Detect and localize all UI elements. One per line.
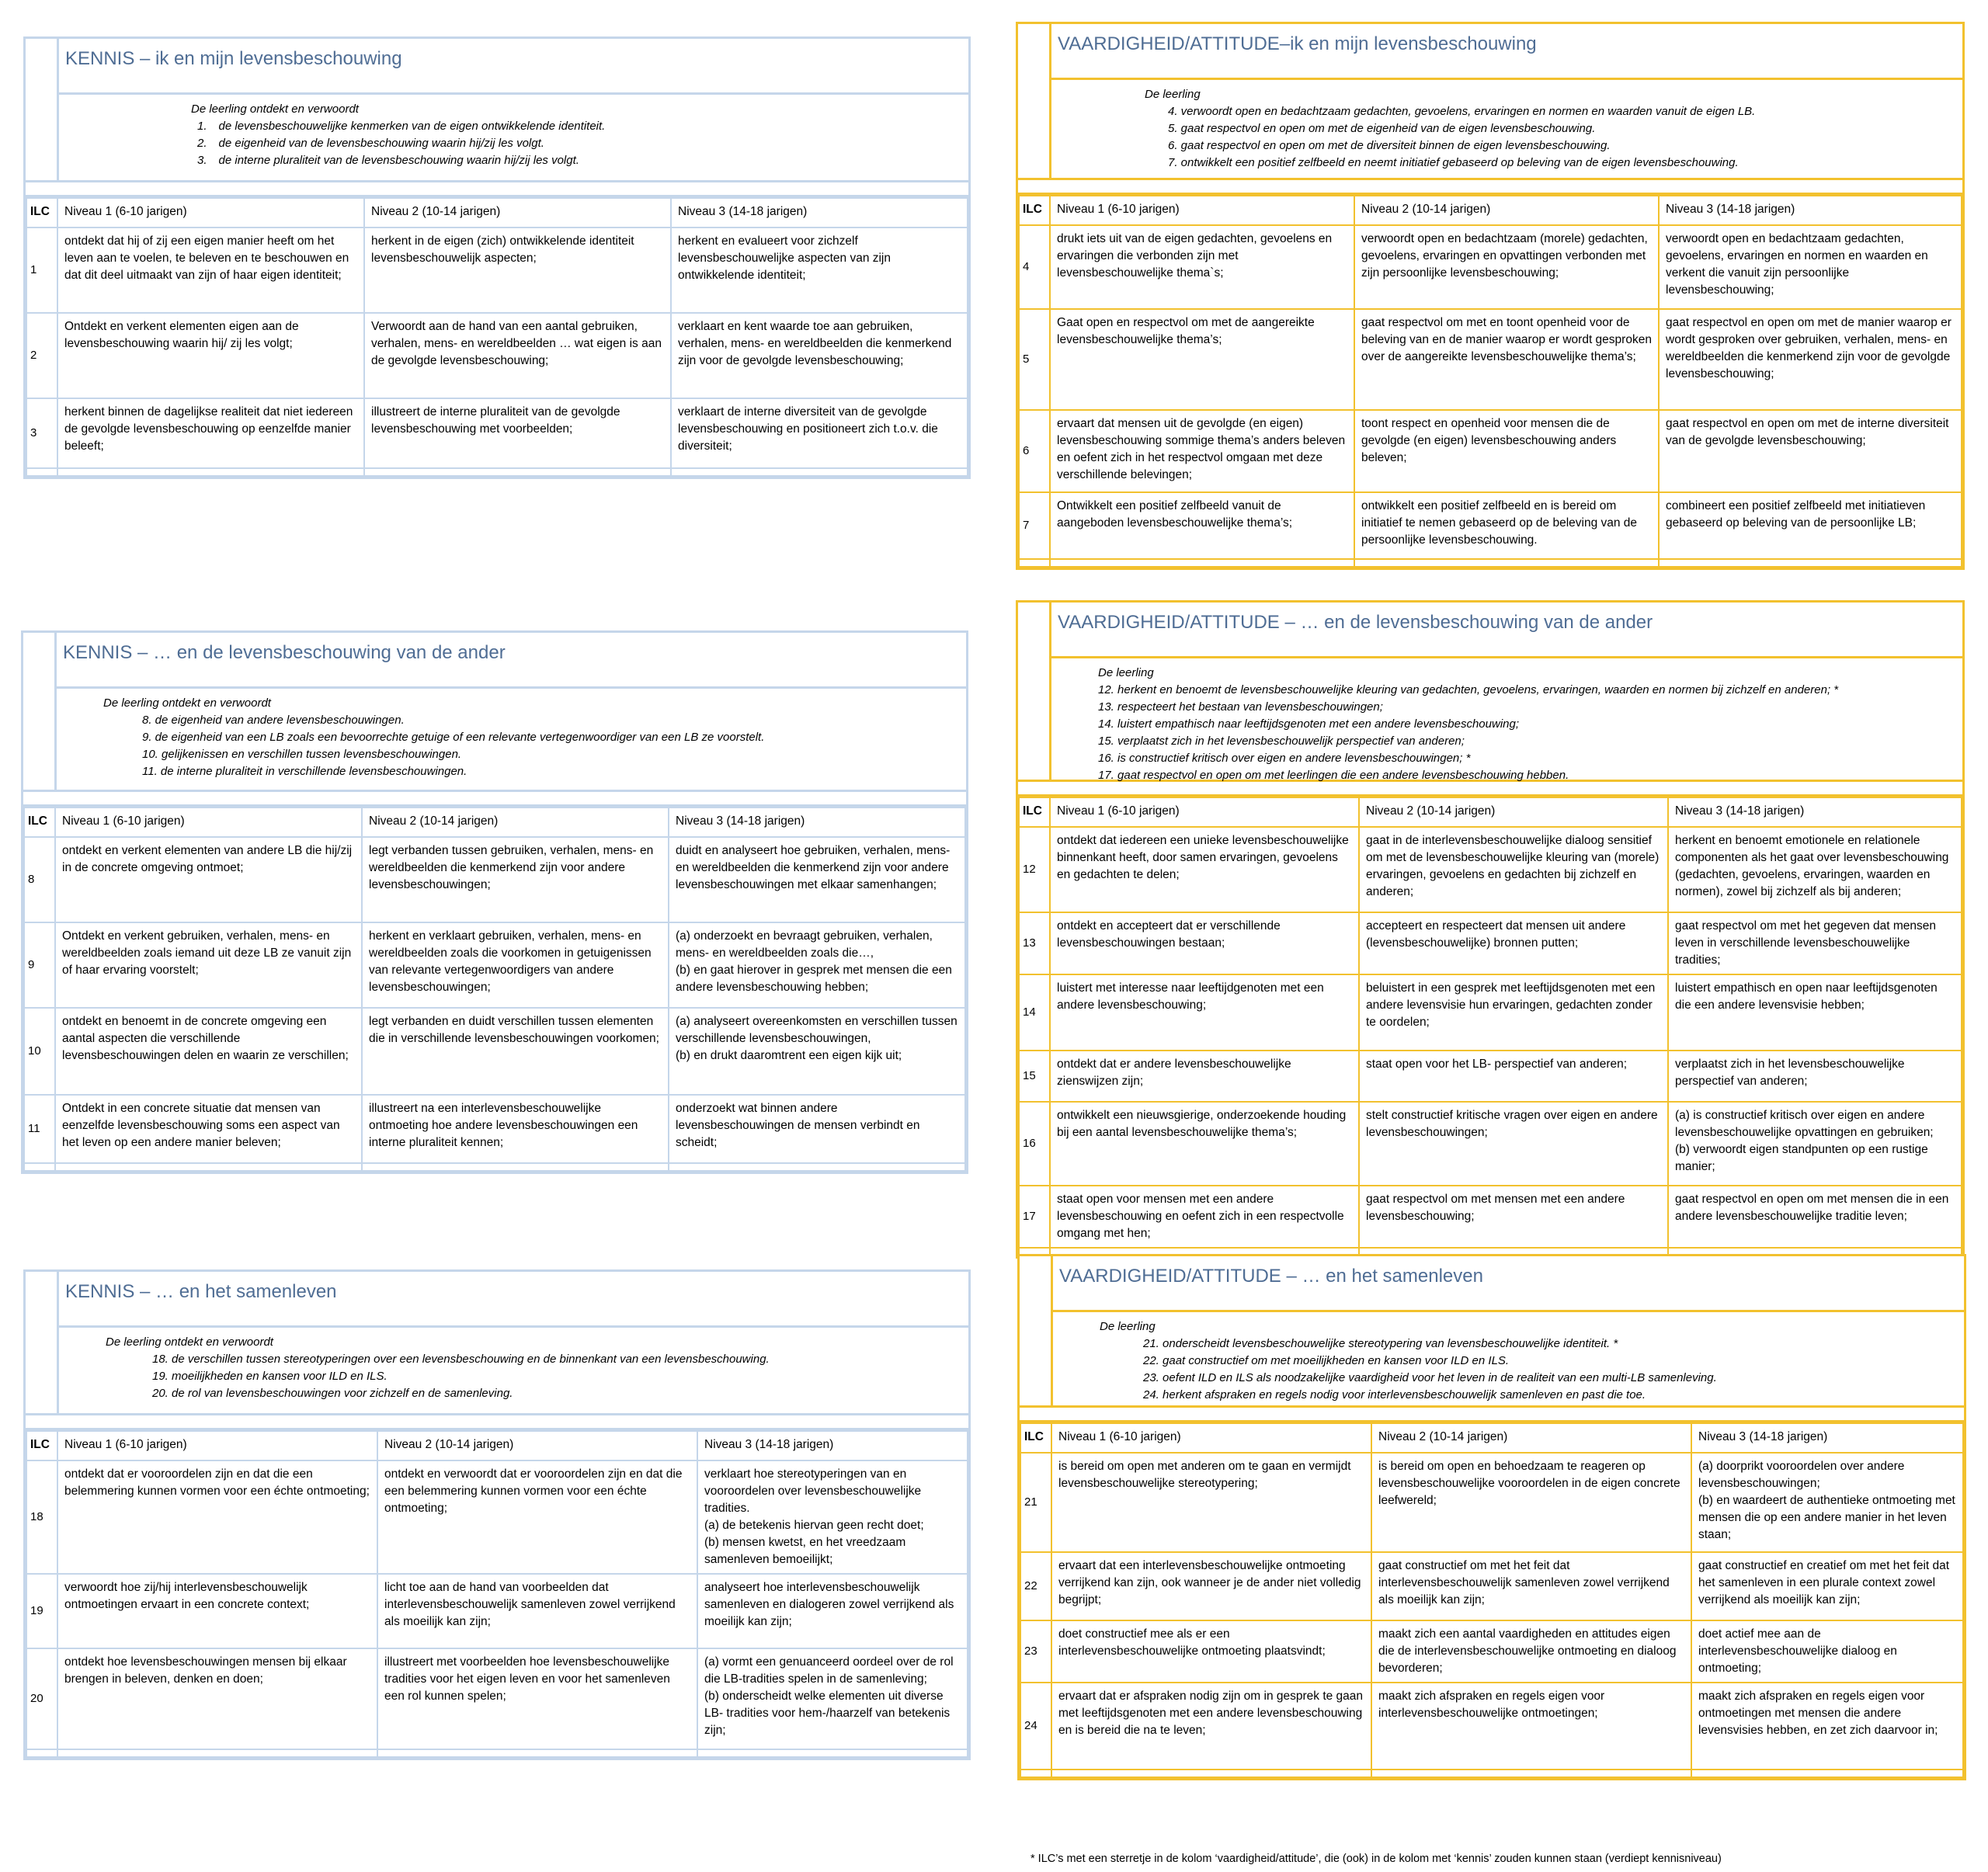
cell-n3: doet actief mee aan de interlevensbeschouwelijke dialoog en ontmoeting;	[1691, 1620, 1963, 1683]
cell-n3: (a) is constructief kritisch over eigen en andere levensbeschouwelijke opvattingen en gebruiken; (b) verwoordt eigen standpunten op een rustige manier;	[1668, 1102, 1962, 1186]
table-row	[1019, 225, 1962, 309]
table-row	[1020, 1620, 1963, 1683]
cell-n1: ontdekt dat er andere levensbeschouwelijke zienswijzen zijn;	[1050, 1051, 1359, 1102]
cell-n1: ontwikkelt een nieuwsgierige, onderzoekende houding bij een aantal levensbeschouwelijke thema’s;	[1050, 1102, 1359, 1186]
table-row	[26, 398, 968, 468]
panel-intro	[57, 689, 966, 790]
intro-item: 23. oefent ILD en ILS als noodzakelijke vaardigheid voor het leven in de realiteit van een multi-LB samenleving.	[1143, 1371, 1717, 1384]
cell-n3: gaat respectvol en open om met de manier waarop er wordt gesproken over gebruiken, verhalen, mens- en wereldbeelden die kenmerkend zijn voor de gevolgde levensbeschouwing;	[1659, 309, 1962, 410]
col-header-niveau-2: Niveau 2 (10-14 jarigen)	[377, 1431, 697, 1460]
panel-intro	[1053, 1312, 1964, 1405]
intro-item: 21. onderscheidt levensbeschouwelijke stereotypering van levensbeschouwelijke identiteit. *	[1143, 1337, 1618, 1350]
intro-items	[1100, 1335, 1958, 1404]
cell-n2: stelt constructief kritische vragen over eigen en andere levensbeschouwingen;	[1359, 1102, 1668, 1186]
col-header-niveau-3: Niveau 3 (14-18 jarigen)	[669, 807, 965, 837]
cell-n2: verwoordt open en bedachtzaam (morele) gedachten, gevoelens, ervaringen en opvattingen verbonden met zijn persoonlijke levensbeschouwing;	[1354, 225, 1659, 309]
table-end-row	[1019, 559, 1962, 567]
col-header-niveau-1: Niveau 1 (6-10 jarigen)	[57, 198, 364, 227]
cell-n2: gaat constructief om met het feit dat interlevensbeschouwelijk samenleven zowel verrijkend als moeilijk kan zijn;	[1371, 1552, 1691, 1620]
table-row	[24, 837, 965, 922]
cell-n1: ontdekt en benoemt in de concrete omgeving een aantal aspecten die verschillende levensbeschouwingen delen en waarin ze verschillen;	[55, 1008, 362, 1095]
panel-vaardigheid-ik	[1016, 22, 1965, 570]
intro-item: 16. is constructief kritisch over eigen en andere levensbeschouwingen; *	[1098, 752, 1471, 765]
ilc-number: 7	[1019, 492, 1050, 559]
ilc-number: 10	[24, 1008, 55, 1095]
ilc-table	[23, 807, 966, 1172]
cell-n3: (a) vormt een genuanceerd oordeel over de rol die LB-tradities spelen in de samenleving; (b) onderscheidt welke elementen uit diverse LB- tradities voor hem-/haarzelf van betekenis zijn;	[697, 1648, 968, 1749]
table-row	[26, 227, 968, 313]
cell-n1: herkent binnen de dagelijkse realiteit dat niet iedereen de gevolgde levensbeschouwing op eenzelfde manier beleeft;	[57, 398, 364, 468]
cell-n2: staat open voor het LB- perspectief van anderen;	[1359, 1051, 1668, 1102]
ilc-table	[26, 1430, 968, 1758]
cell-n2: legt verbanden tussen gebruiken, verhalen, mens- en wereldbeelden die kenmerkend zijn voor andere levensbeschouwingen;	[362, 837, 669, 922]
table-row	[1019, 827, 1962, 912]
intro-item: 24. herkent afspraken en regels nodig voor interlevensbeschouwelijk samenleven en past die toe.	[1143, 1388, 1646, 1401]
col-header-niveau-1: Niveau 1 (6-10 jarigen)	[1050, 196, 1354, 225]
ilc-number: 5	[1019, 309, 1050, 410]
cell-n1: is bereid om open met anderen om te gaan en vermijdt levensbeschouwelijke stereotypering;	[1051, 1453, 1371, 1552]
cell-n2: maakt zich een aantal vaardigheden en attitudes eigen die de interlevensbeschouwelijke ontmoeting en dialoog bevorderen;	[1371, 1620, 1691, 1683]
col-header-niveau-1: Niveau 1 (6-10 jarigen)	[1050, 797, 1359, 827]
table-row	[1020, 1683, 1963, 1770]
col-header-niveau-3: Niveau 3 (14-18 jarigen)	[1668, 797, 1962, 827]
cell-n2: illustreert de interne pluraliteit van de gevolgde levensbeschouwing met voorbeelden;	[364, 398, 671, 468]
cell-n2: herkent en verklaart gebruiken, verhalen, mens- en wereldbeelden zoals die voorkomen in getuigenissen van relevante vertegenwoordigers van andere levensbeschouwingen;	[362, 922, 669, 1008]
cell-n3: verwoordt open en bedachtzaam gedachten, gevoelens, ervaringen en normen en waarden en verkent die vanuit zijn persoonlijke levensbeschouwing;	[1659, 225, 1962, 309]
cell-n1: ontdekt hoe levensbeschouwingen mensen bij elkaar brengen in beleven, denken en doen;	[57, 1648, 377, 1749]
intro-item: 8. de eigenheid van andere levensbeschouwingen.	[142, 714, 405, 727]
table-end-row	[1020, 1770, 1963, 1777]
panel-intro	[1051, 658, 1962, 780]
cell-n3: maakt zich afspraken en regels eigen voor ontmoetingen met mensen die andere levensvisies hebben, en zet zich daarvoor in;	[1691, 1683, 1963, 1770]
cell-n1: Ontdekt in een concrete situatie dat mensen van eenzelfde levensbeschouwing soms een aspect van het leven op een andere manier beleven;	[55, 1095, 362, 1163]
table-row	[24, 1095, 965, 1163]
ilc-number: 6	[1019, 410, 1050, 492]
cell-n2: ontwikkelt een positief zelfbeeld en is bereid om initiatief te nemen gebaseerd op de beleving van de persoonlijke levensbeschouwing.	[1354, 492, 1659, 559]
cell-n3: combineert een positief zelfbeeld met initiatieven gebaseerd op beleving van de persoonlijke LB;	[1659, 492, 1962, 559]
table-row	[1019, 1186, 1962, 1248]
ilc-number: 14	[1019, 974, 1050, 1051]
intro-item: 2. de eigenheid van de levensbeschouwing waarin hij/zij les volgt.	[197, 137, 544, 150]
ilc-number: 15	[1019, 1051, 1050, 1102]
cell-n2: beluistert in een gesprek met leeftijdsgenoten met een andere levensvisie hun ervaringen, gedachten zonder te oordelen;	[1359, 974, 1668, 1051]
cell-n3: herkent en evalueert voor zichzelf levensbeschouwelijke aspecten van zijn ontwikkelende identiteit;	[671, 227, 968, 313]
col-header-niveau-2: Niveau 2 (10-14 jarigen)	[1371, 1423, 1691, 1453]
col-header-ilc: ILC	[1019, 196, 1050, 225]
panel-intro	[1051, 80, 1962, 178]
cell-n3: duidt en analyseert hoe gebruiken, verhalen, mens- en wereldbeelden die kenmerkend zijn voor andere levensbeschouwingen met elkaar samenhangen;	[669, 837, 965, 922]
cell-n1: luistert met interesse naar leeftijdgenoten met een andere levensbeschouwing;	[1050, 974, 1359, 1051]
cell-n3: verklaart en kent waarde toe aan gebruiken, verhalen, mens- en wereldbeelden die kenmerkend zijn voor de gevolgde levensbeschouwing;	[671, 313, 968, 398]
panel-title: KENNIS – ik en mijn levensbeschouwing	[59, 39, 968, 95]
cell-n1: ervaart dat mensen uit de gevolgde (en eigen) levensbeschouwing sommige thema’s anders beleven en oefent zich in het respectvol omgaan met deze verschillende belevingen;	[1050, 410, 1354, 492]
col-header-ilc: ILC	[26, 1431, 57, 1460]
panel-kennis-ik	[23, 36, 971, 479]
ilc-number: 20	[26, 1648, 57, 1749]
cell-n1: ervaart dat een interlevensbeschouwelijke ontmoeting verrijkend kan zijn, ook wanneer je de ander niet volledig begrijpt;	[1051, 1552, 1371, 1620]
table-end-row	[26, 1749, 968, 1757]
intro-items	[1145, 103, 1956, 172]
intro-item: 20. de rol van levensbeschouwingen voor zichzelf en de samenleving.	[152, 1387, 513, 1400]
intro-item: 19. moeilijkheden en kansen voor ILD en ILS.	[152, 1370, 388, 1383]
table-row	[24, 1008, 965, 1095]
cell-n2: toont respect en openheid voor mensen die de gevolgde (en eigen) levensbeschouwing anders beleven;	[1354, 410, 1659, 492]
panel-intro	[59, 95, 968, 180]
col-header-niveau-1: Niveau 1 (6-10 jarigen)	[1051, 1423, 1371, 1453]
ilc-number: 23	[1020, 1620, 1051, 1683]
cell-n2: Verwoordt aan de hand van een aantal gebruiken, verhalen, mens- en wereldbeelden … wat eigen is aan de gevolgde levensbeschouwing;	[364, 313, 671, 398]
cell-n2: gaat respectvol om met mensen met een andere levensbeschouwing;	[1359, 1186, 1668, 1248]
cell-n1: ontdekt dat hij of zij een eigen manier heeft om het leven aan te voelen, te beleven en te beschouwen en dat dit deel uitmaakt van zijn of haar eigen identiteit;	[57, 227, 364, 313]
cell-n3: verklaart de interne diversiteit van de gevolgde levensbeschouwing en positioneert zich t.o.v. die diversiteit;	[671, 398, 968, 468]
panel-vaardigheid-ander	[1016, 600, 1965, 1259]
cell-n1: verwoordt hoe zij/hij interlevensbeschouwelijk ontmoetingen ervaart in een concrete context;	[57, 1574, 377, 1648]
col-header-niveau-2: Niveau 2 (10-14 jarigen)	[1359, 797, 1668, 827]
table-row	[26, 1574, 968, 1648]
panel-title: VAARDIGHEID/ATTITUDE – … en het samenleven	[1053, 1256, 1964, 1312]
intro-item: 13. respecteert het bestaan van levensbeschouwingen;	[1098, 700, 1383, 714]
cell-n2: maakt zich afspraken en regels eigen voor interlevensbeschouwelijke ontmoetingen;	[1371, 1683, 1691, 1770]
cell-n3: gaat respectvol en open om met mensen die in een andere levensbeschouwelijke traditie leven;	[1668, 1186, 1962, 1248]
cell-n3: (a) analyseert overeenkomsten en verschillen tussen verschillende levensbeschouwingen, (b) en drukt daaromtrent een eigen kijk uit;	[669, 1008, 965, 1095]
cell-n3: onderzoekt wat binnen andere levensbeschouwingen de mensen verbindt en scheidt;	[669, 1095, 965, 1163]
ilc-number: 18	[26, 1460, 57, 1574]
intro-item: 6. gaat respectvol en open om met de diversiteit binnen de eigen levensbeschouwing.	[1168, 139, 1611, 152]
panel-title: KENNIS – … en het samenleven	[59, 1272, 968, 1328]
table-row	[1020, 1552, 1963, 1620]
intro-lead: De leerling	[1100, 1320, 1156, 1333]
ilc-table	[1020, 1422, 1964, 1778]
ilc-number: 12	[1019, 827, 1050, 912]
intro-item: 3. de interne pluraliteit van de levensbeschouwing waarin hij/zij les volgt.	[197, 154, 579, 167]
cell-n3: gaat respectvol om met het gegeven dat mensen leven in verschillende levensbeschouwelijke tradities;	[1668, 912, 1962, 974]
table-row	[24, 922, 965, 1008]
col-header-niveau-3: Niveau 3 (14-18 jarigen)	[697, 1431, 968, 1460]
intro-item: 18. de verschillen tussen stereotyperingen over een levensbeschouwing en de binnenkant van een levensbeschouwing.	[152, 1353, 770, 1366]
cell-n2: licht toe aan de hand van voorbeelden dat interlevensbeschouwelijk samenleven zowel verrijkend als moeilijk kan zijn;	[377, 1574, 697, 1648]
ilc-number: 24	[1020, 1683, 1051, 1770]
intro-item: 10. gelijkenissen en verschillen tussen levensbeschouwingen.	[142, 748, 462, 761]
intro-lead: De leerling ontdekt en verwoordt	[191, 102, 359, 116]
table-row	[1019, 309, 1962, 410]
intro-items	[103, 712, 960, 780]
ilc-number: 8	[24, 837, 55, 922]
cell-n1: ontdekt dat er vooroordelen zijn en dat die een belemmering kunnen vormen voor een échte ontmoeting;	[57, 1460, 377, 1574]
ilc-number: 9	[24, 922, 55, 1008]
col-header-ilc: ILC	[24, 807, 55, 837]
table-row	[26, 1460, 968, 1574]
cell-n2: gaat in de interlevensbeschouwelijke dialoog sensitief om met de levensbeschouwelijke kleuring van (morele) ervaringen, gevoelens en gedachten bij zichzelf en anderen;	[1359, 827, 1668, 912]
intro-items	[106, 1351, 962, 1402]
ilc-number: 1	[26, 227, 57, 313]
intro-lead: De leerling ontdekt en verwoordt	[103, 696, 271, 710]
col-header-niveau-2: Niveau 2 (10-14 jarigen)	[364, 198, 671, 227]
col-header-niveau-1: Niveau 1 (6-10 jarigen)	[57, 1431, 377, 1460]
cell-n3: herkent en benoemt emotionele en relationele componenten als het gaat over levensbeschouwing (gedachten, gevoelens, ervaringen, waarden en normen), zowel bij zichzelf als bij anderen;	[1668, 827, 1962, 912]
table-row	[26, 313, 968, 398]
cell-n2: herkent in de eigen (zich) ontwikkelende identiteit levensbeschouwelijk aspecten;	[364, 227, 671, 313]
table-end-row	[24, 1163, 965, 1171]
panel-kennis-samenleven	[23, 1269, 971, 1760]
table-row	[1019, 410, 1962, 492]
col-header-niveau-1: Niveau 1 (6-10 jarigen)	[55, 807, 362, 837]
col-header-niveau-2: Niveau 2 (10-14 jarigen)	[362, 807, 669, 837]
col-header-ilc: ILC	[1019, 797, 1050, 827]
cell-n1: ontdekt dat iedereen een unieke levensbeschouwelijke binnenkant heeft, door samen ervaringen, gevoelens en gedachten te delen;	[1050, 827, 1359, 912]
intro-lead: De leerling ontdekt en verwoordt	[106, 1335, 273, 1349]
col-header-ilc: ILC	[1020, 1423, 1051, 1453]
panel-title: KENNIS – … en de levensbeschouwing van de ander	[57, 633, 966, 689]
intro-item: 1. de levensbeschouwelijke kenmerken van de eigen ontwikkelende identiteit.	[197, 120, 606, 133]
panel-vaardigheid-samenleven	[1017, 1254, 1966, 1780]
footnote: * ILC’s met een sterretje in de kolom ‘vaardigheid/attitude’, die (ook) in de kolom met ‘kennis’ zouden kunnen staan (verdiept kennisniveau)	[1030, 1853, 1722, 1865]
ilc-table	[26, 197, 968, 477]
cell-n1: Ontdekt en verkent elementen eigen aan de levensbeschouwing waarin hij/ zij les volgt;	[57, 313, 364, 398]
cell-n3: gaat constructief en creatief om met het feit dat het samenleven in een plurale context zowel verrijkend als moeilijk kan zijn;	[1691, 1552, 1963, 1620]
cell-n2: legt verbanden en duidt verschillen tussen elementen die in verschillende levensbeschouwingen voorkomen;	[362, 1008, 669, 1095]
ilc-table	[1018, 195, 1962, 568]
cell-n2: accepteert en respecteert dat mensen uit andere (levensbeschouwelijke) bronnen putten;	[1359, 912, 1668, 974]
intro-item: 15. verplaatst zich in het levensbeschouwelijk perspectief van anderen;	[1098, 735, 1465, 748]
intro-items	[191, 118, 962, 169]
cell-n2: illustreert met voorbeelden hoe levensbeschouwelijke tradities voor het eigen leven en voor het samenleven een rol kunnen spelen;	[377, 1648, 697, 1749]
cell-n1: Ontdekt en verkent gebruiken, verhalen, mens- en wereldbeelden zoals iemand uit deze LB ze vanuit zijn of haar ervaring voorstelt;	[55, 922, 362, 1008]
cell-n1: Ontwikkelt een positief zelfbeeld vanuit de aangeboden levensbeschouwelijke thema’s;	[1050, 492, 1354, 559]
intro-lead: De leerling	[1098, 666, 1154, 679]
intro-item: 4. verwoordt open en bedachtzaam gedachten, gevoelens, ervaringen en normen en waarden vanuit de eigen LB.	[1168, 105, 1756, 118]
col-header-ilc: ILC	[26, 198, 57, 227]
cell-n2: ontdekt en verwoordt dat er vooroordelen zijn en dat die een belemmering kunnen vormen voor een échte ontmoeting;	[377, 1460, 697, 1574]
cell-n3: luistert empathisch en open naar leeftijdsgenoten die een andere levensvisie hebben;	[1668, 974, 1962, 1051]
cell-n1: ontdekt en accepteert dat er verschillende levensbeschouwingen bestaan;	[1050, 912, 1359, 974]
table-row	[1019, 1102, 1962, 1186]
table-row	[1019, 912, 1962, 974]
col-header-niveau-2: Niveau 2 (10-14 jarigen)	[1354, 196, 1659, 225]
cell-n1: ervaart dat er afspraken nodig zijn om in gesprek te gaan met leeftijdsgenoten met een andere levensbeschouwing en is bereid die na te leven;	[1051, 1683, 1371, 1770]
panel-intro	[59, 1328, 968, 1413]
table-row	[1019, 1051, 1962, 1102]
cell-n3: (a) doorprikt vooroordelen over andere levensbeschouwingen; (b) en waardeert de authentieke ontmoeting met mensen die op een andere manier in het leven staan;	[1691, 1453, 1963, 1552]
intro-item: 7. ontwikkelt een positief zelfbeeld en neemt initiatief gebaseerd op beleving van de eigen levensbeschouwing.	[1168, 156, 1739, 169]
ilc-number: 4	[1019, 225, 1050, 309]
ilc-number: 16	[1019, 1102, 1050, 1186]
col-header-niveau-3: Niveau 3 (14-18 jarigen)	[671, 198, 968, 227]
cell-n3: verplaatst zich in het levensbeschouwelijke perspectief van anderen;	[1668, 1051, 1962, 1102]
ilc-table	[1018, 797, 1962, 1256]
cell-n3: (a) onderzoekt en bevraagt gebruiken, verhalen, mens- en wereldbeelden zoals die…, (b) en gaat hierover in gesprek met mensen die een andere levensbeschouwing hebben;	[669, 922, 965, 1008]
table-row	[1020, 1453, 1963, 1552]
cell-n1: staat open voor mensen met een andere levensbeschouwing en oefent zich in een respectvolle omgang met hen;	[1050, 1186, 1359, 1248]
intro-item: 14. luistert empathisch naar leeftijdsgenoten met een andere levensbeschouwing;	[1098, 717, 1520, 731]
panel-title: VAARDIGHEID/ATTITUDE–ik en mijn levensbeschouwing	[1051, 24, 1962, 80]
intro-item: 11. de interne pluraliteit in verschillende levensbeschouwingen.	[142, 765, 467, 778]
ilc-number: 17	[1019, 1186, 1050, 1248]
cell-n2: is bereid om open en behoedzaam te reageren op levensbeschouwelijke vooroordelen in de eigen concrete leefwereld;	[1371, 1453, 1691, 1552]
intro-lead: De leerling	[1145, 88, 1201, 101]
table-row	[1019, 974, 1962, 1051]
cell-n2: illustreert na een interlevensbeschouwelijke ontmoeting hoe andere levensbeschouwingen een interne pluraliteit kennen;	[362, 1095, 669, 1163]
ilc-number: 13	[1019, 912, 1050, 974]
cell-n1: ontdekt en verkent elementen van andere LB die hij/zij in de concrete omgeving ontmoet;	[55, 837, 362, 922]
table-row	[1019, 492, 1962, 559]
ilc-number: 2	[26, 313, 57, 398]
cell-n3: analyseert hoe interlevensbeschouwelijk samenleven en dialogeren zowel verrijkend als moeilijk kan zijn;	[697, 1574, 968, 1648]
table-row	[26, 1648, 968, 1749]
ilc-number: 19	[26, 1574, 57, 1648]
ilc-number: 22	[1020, 1552, 1051, 1620]
ilc-number: 11	[24, 1095, 55, 1163]
col-header-niveau-3: Niveau 3 (14-18 jarigen)	[1659, 196, 1962, 225]
cell-n3: gaat respectvol en open om met de interne diversiteit van de gevolgde levensbeschouwing;	[1659, 410, 1962, 492]
ilc-number: 21	[1020, 1453, 1051, 1552]
intro-item: 9. de eigenheid van een LB zoals een bevoorrechte getuige of een relevante vertegenwoordiger van een LB ze voorstelt.	[142, 731, 765, 744]
intro-item: 12. herkent en benoemt de levensbeschouwelijke kleuring van gedachten, gevoelens, ervaringen, waarden en normen bij zichzelf en anderen; *	[1098, 683, 1839, 696]
cell-n1: drukt iets uit van de eigen gedachten, gevoelens en ervaringen die verbonden zijn met levensbeschouwelijke thema`s;	[1050, 225, 1354, 309]
cell-n1: doet constructief mee als er een interlevensbeschouwelijke ontmoeting plaatsvindt;	[1051, 1620, 1371, 1683]
cell-n3: verklaart hoe stereotyperingen van en vooroordelen over levensbeschouwelijke tradities. (a) de betekenis hiervan geen recht doet; (b) mensen kwetst, en het vreedzaam samenleven bemoeilijkt;	[697, 1460, 968, 1574]
panel-title: VAARDIGHEID/ATTITUDE – … en de levensbeschouwing van de ander	[1051, 603, 1962, 658]
intro-items	[1098, 682, 1956, 784]
table-end-row	[26, 468, 968, 476]
ilc-number: 3	[26, 398, 57, 468]
intro-item: 5. gaat respectvol en open om met de eigenheid van de eigen levensbeschouwing.	[1168, 122, 1596, 135]
intro-item: 22. gaat constructief om met moeilijkheden en kansen voor ILD en ILS.	[1143, 1354, 1510, 1367]
cell-n2: gaat respectvol om met en toont openheid voor de beleving van en de manier waarop er wordt gesproken over de aangereikte levensbeschouwelijke thema’s;	[1354, 309, 1659, 410]
col-header-niveau-3: Niveau 3 (14-18 jarigen)	[1691, 1423, 1963, 1453]
panel-kennis-ander	[21, 630, 968, 1174]
cell-n1: Gaat open en respectvol om met de aangereikte levensbeschouwelijke thema’s;	[1050, 309, 1354, 410]
intro-item: 17. gaat respectvol en open om met leerlingen die een andere levensbeschouwing hebben.	[1098, 769, 1569, 782]
